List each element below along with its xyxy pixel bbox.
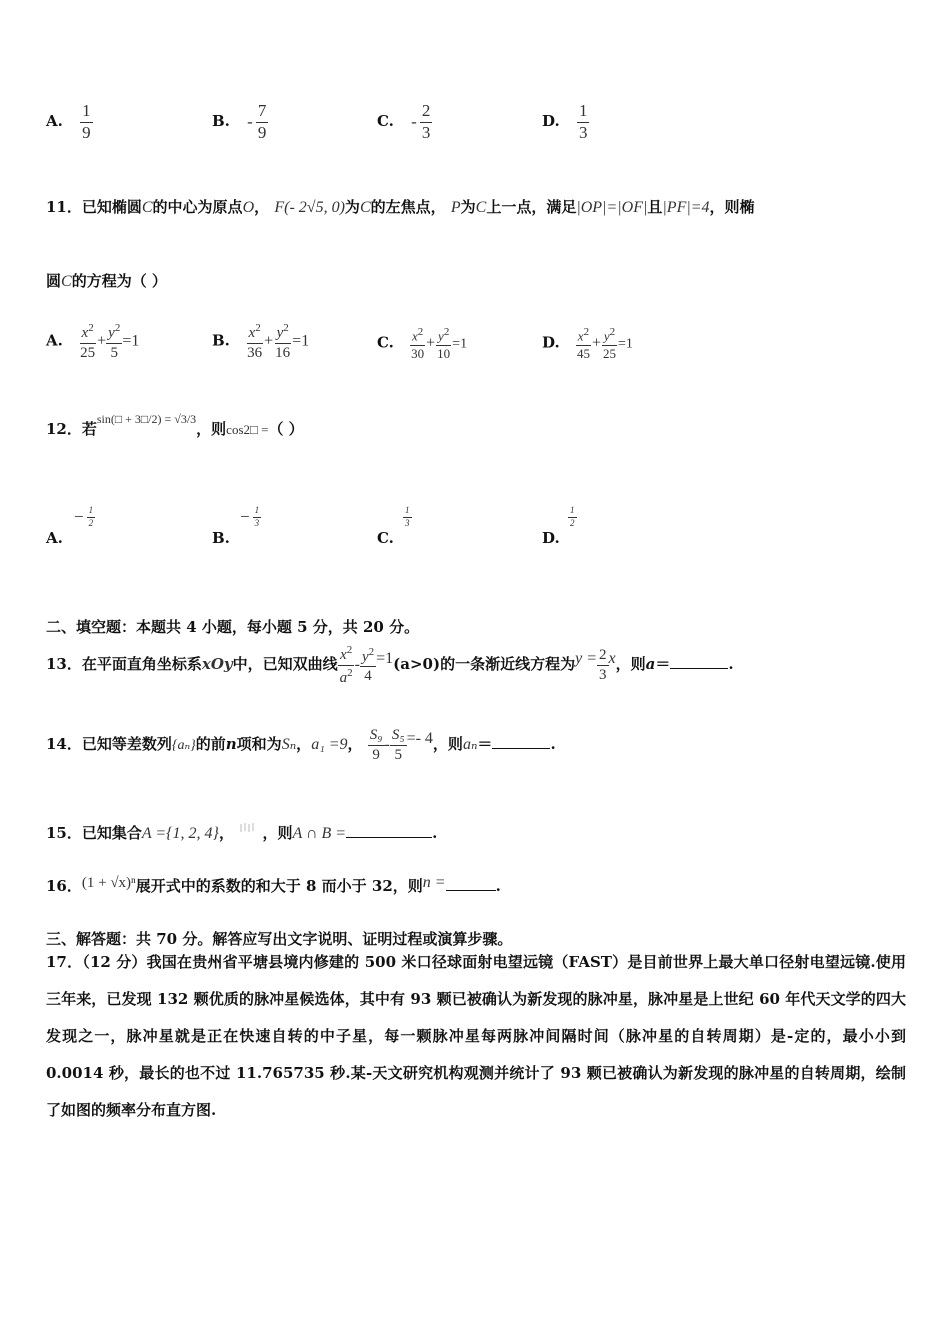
denominator: 25 — [602, 345, 616, 361]
option-label: D. — [542, 528, 560, 547]
denominator: 3 — [421, 122, 431, 142]
plus: + — [97, 332, 107, 350]
math-expression: (1 + √x)ⁿ — [81, 875, 136, 891]
denominator: 30 — [411, 345, 425, 361]
q12-option-c — [377, 506, 412, 547]
option-label: C. — [377, 333, 394, 352]
math-condition: |PF|=4 — [662, 199, 710, 216]
equals: =- 4 — [406, 730, 433, 747]
fraction — [420, 102, 433, 142]
text: . — [432, 824, 438, 842]
option-label: B. — [212, 528, 230, 547]
numerator: 1 — [80, 102, 93, 123]
numerator: 7 — [256, 102, 269, 123]
fraction — [409, 326, 426, 361]
math-set-a: A ={1, 2, 4} — [141, 825, 219, 842]
math-focus: F(- 2√5, 0) — [274, 199, 345, 216]
text: 11．已知椭圆 — [46, 198, 142, 216]
text: 中，已知双曲线 — [232, 655, 338, 673]
q13-stem — [46, 644, 734, 686]
option-label: B. — [212, 112, 230, 131]
numerator: x — [248, 325, 256, 341]
q11-stem-line2 — [46, 270, 167, 291]
numerator: 1 — [568, 506, 577, 518]
text: 的一条渐近线方程为 — [440, 655, 576, 673]
fraction — [435, 326, 452, 361]
math-o: O — [242, 199, 255, 216]
sign: − — [74, 507, 84, 527]
numerator: x — [81, 325, 89, 341]
fraction: $\frac{y^2}{4}$ — [361, 645, 375, 684]
text: ，则 — [196, 420, 227, 438]
answer-blank[interactable] — [346, 823, 432, 838]
math-n: n — [225, 735, 237, 753]
fraction — [601, 326, 618, 361]
text: ， — [254, 198, 270, 216]
equals: =1 — [617, 336, 633, 352]
numerator: y — [276, 325, 284, 341]
denominator: 2 — [88, 517, 94, 528]
fraction — [575, 326, 592, 361]
denominator: 9 — [82, 122, 91, 142]
text: 15．已知集合 — [46, 824, 142, 842]
denominator: 25 — [80, 344, 96, 361]
answer-blank[interactable] — [492, 734, 550, 749]
math-c: C — [475, 199, 487, 216]
math-c: C — [141, 199, 153, 216]
fraction — [597, 647, 609, 683]
numerator: 2 — [420, 102, 433, 123]
q12-option-d — [542, 506, 577, 547]
q10-option-a — [46, 102, 93, 142]
denominator: 3 — [599, 666, 607, 683]
math-c: C — [61, 273, 72, 290]
text: 16． — [46, 877, 82, 895]
q16-stem — [46, 874, 501, 896]
q15-stem — [46, 822, 437, 843]
numerator: x — [577, 328, 584, 344]
numerator: y — [438, 328, 444, 344]
text: (a>0) — [393, 655, 441, 673]
math-xoy: xOy — [201, 655, 233, 673]
text: ，则椭 — [709, 198, 755, 216]
option-label: A. — [46, 112, 63, 131]
equals: =1 — [452, 336, 468, 352]
exponent: 2 — [114, 322, 121, 334]
equals: =1 — [122, 332, 140, 350]
denominator: 3 — [578, 122, 588, 142]
text: 的中心为原点 — [152, 198, 243, 216]
denominator: 2 — [570, 517, 575, 528]
math-y: y = — [575, 650, 597, 667]
math-expression: sin(□ + 3□/2) = √3/3 — [96, 412, 197, 426]
numerator: y — [108, 325, 115, 341]
text: . — [728, 655, 734, 673]
text: ， — [347, 735, 363, 753]
text: 圆 — [46, 272, 62, 290]
numerator: x — [340, 647, 347, 663]
numerator: 1 — [87, 506, 96, 518]
section-3-heading: 三、解答题：共 70 分。解答应写出文字说明、证明过程或演算步骤。 — [46, 930, 513, 948]
plus: + — [264, 332, 274, 350]
q12-option-a — [46, 506, 95, 547]
denominator: 5 — [110, 344, 118, 361]
denominator: 10 — [437, 345, 451, 361]
fraction: $\frac{x^2}{a^2}$ — [339, 644, 353, 686]
text: . — [495, 877, 501, 895]
q12-option-b — [212, 506, 261, 547]
numerator: y — [603, 328, 610, 344]
exponent: 2 — [443, 326, 450, 338]
fraction — [256, 102, 269, 142]
sign: - — [247, 112, 253, 132]
denominator: 36 — [247, 344, 263, 361]
denominator: 3 — [254, 517, 260, 528]
equals: =1 — [292, 332, 310, 350]
minus: - — [354, 656, 360, 673]
exponent: 2 — [583, 326, 590, 338]
text: . — [550, 735, 556, 753]
q10-option-c — [377, 102, 432, 142]
math-an: aₙ — [462, 736, 478, 753]
fraction — [273, 322, 292, 361]
sign: − — [240, 507, 250, 527]
q12-stem — [46, 412, 304, 439]
equals: ＝ — [655, 655, 671, 673]
option-label: C. — [377, 528, 394, 547]
text: 上一点，满足 — [486, 198, 577, 216]
fraction — [568, 506, 577, 529]
numerator: 1 — [403, 506, 412, 518]
math-n: n = — [422, 874, 446, 891]
denominator: a — [339, 669, 348, 686]
math-condition: |OP|=|OF| — [576, 199, 648, 216]
equals: ＝ — [477, 735, 493, 753]
option-label: A. — [46, 331, 63, 350]
sign: - — [411, 112, 417, 132]
math-a: a — [645, 655, 656, 673]
numerator: y — [361, 648, 369, 665]
math-expression: cos2□ = — [226, 422, 269, 437]
text: （ ） — [268, 420, 304, 438]
text: ，则 — [262, 824, 293, 842]
fraction — [403, 506, 412, 529]
fraction — [368, 727, 385, 763]
denominator: 16 — [275, 344, 291, 361]
denominator: 9 — [257, 122, 267, 142]
fraction — [78, 322, 97, 361]
plus: + — [426, 334, 436, 352]
denominator: 5 — [394, 746, 402, 763]
text: 展开式中的系数的和大于 8 而小于 32，则 — [135, 877, 423, 895]
text: 的左焦点， — [370, 198, 446, 216]
text: 为 — [460, 198, 476, 216]
exponent: 2 — [255, 322, 261, 334]
math-intersection: A ∩ B = — [292, 825, 347, 842]
exponent: 2 — [88, 322, 94, 334]
missing-formula-icon — [239, 822, 257, 836]
text: 12．若 — [46, 420, 97, 438]
q11-option-d — [542, 326, 633, 361]
exponent: 2 — [283, 322, 289, 334]
text: 为 — [344, 198, 360, 216]
text: ， — [296, 735, 312, 753]
numerator: 1 — [253, 506, 262, 518]
text: 14．已知等差数列 — [46, 735, 172, 753]
q10-option-d — [542, 102, 589, 142]
fraction — [577, 102, 590, 142]
option-label: D. — [542, 333, 560, 352]
numerator: 1 — [577, 102, 590, 123]
denominator: 4 — [364, 668, 372, 684]
section-2-heading: 二、填空题：本题共 4 小题，每小题 5 分，共 20 分。 — [46, 618, 420, 636]
q11-option-c — [377, 326, 467, 361]
q11-option-a — [46, 322, 139, 361]
fraction — [106, 322, 122, 361]
answer-blank[interactable] — [446, 876, 496, 891]
equals: =1 — [376, 650, 394, 667]
text: ， — [218, 824, 234, 842]
minus: - — [384, 736, 390, 753]
q11-option-b — [212, 322, 309, 361]
exponent: 2 — [417, 326, 424, 338]
math-a1: a₁ =9 — [311, 736, 348, 753]
q10-option-b — [212, 102, 268, 142]
fraction — [80, 102, 93, 142]
text: 的方程为（ ） — [71, 272, 167, 290]
math-x: x — [608, 650, 616, 667]
text: 项和为 — [236, 735, 282, 753]
denominator: 3 — [405, 517, 410, 528]
denominator: 45 — [576, 345, 590, 361]
text: 13．在平面直角坐标系 — [46, 655, 202, 673]
fraction — [390, 727, 407, 763]
numerator: 2 — [597, 647, 609, 666]
plus: + — [591, 334, 601, 352]
option-label: C. — [377, 112, 394, 131]
numerator: S₉ — [368, 727, 385, 746]
q17-paragraph: 17．（12 分）我国在贵州省平塘县境内修建的 500 米口径球面射电望远镜（FAST）是目前世界上最大单口径射电望远镜.使用三年来，已发现 132 颗优质的脉冲星候选体，其中有 93 颗已被确认为新发现的脉冲星，脉冲星是上世纪 60 年代天文学的四大发现之一，脉冲星就是正在快速自转的中子星，每一颗脉冲星每两脉冲间隔时间（脉冲星的自转周期）是-定的，最小小到 0.0014 秒，最长的也不过 11.765735 秒.某-天文研究机构观测并统计了 93 颗已被确认为新发现的脉冲星的自转周期，绘制了如图的频率分布直方图. — [46, 953, 906, 1119]
fraction — [253, 506, 262, 529]
text: 且 — [647, 198, 663, 216]
numerator: x — [412, 328, 418, 344]
math-sn: Sₙ — [281, 736, 297, 753]
answer-blank[interactable] — [670, 654, 728, 669]
q14-stem — [46, 727, 556, 763]
math-sequence: {aₙ} — [171, 738, 196, 753]
fraction — [245, 322, 264, 361]
text: 的前 — [195, 735, 226, 753]
math-p: P — [450, 199, 461, 216]
q11-stem-line1 — [46, 196, 755, 217]
fraction — [87, 506, 96, 529]
option-label: D. — [542, 112, 560, 131]
exponent: 2 — [609, 326, 616, 338]
option-label: A. — [46, 528, 63, 547]
option-label: B. — [212, 331, 230, 350]
math-c: C — [359, 199, 371, 216]
denominator: 9 — [372, 746, 380, 763]
text: ，则 — [432, 735, 463, 753]
numerator: S₅ — [390, 727, 407, 746]
text: ，则 — [615, 655, 646, 673]
